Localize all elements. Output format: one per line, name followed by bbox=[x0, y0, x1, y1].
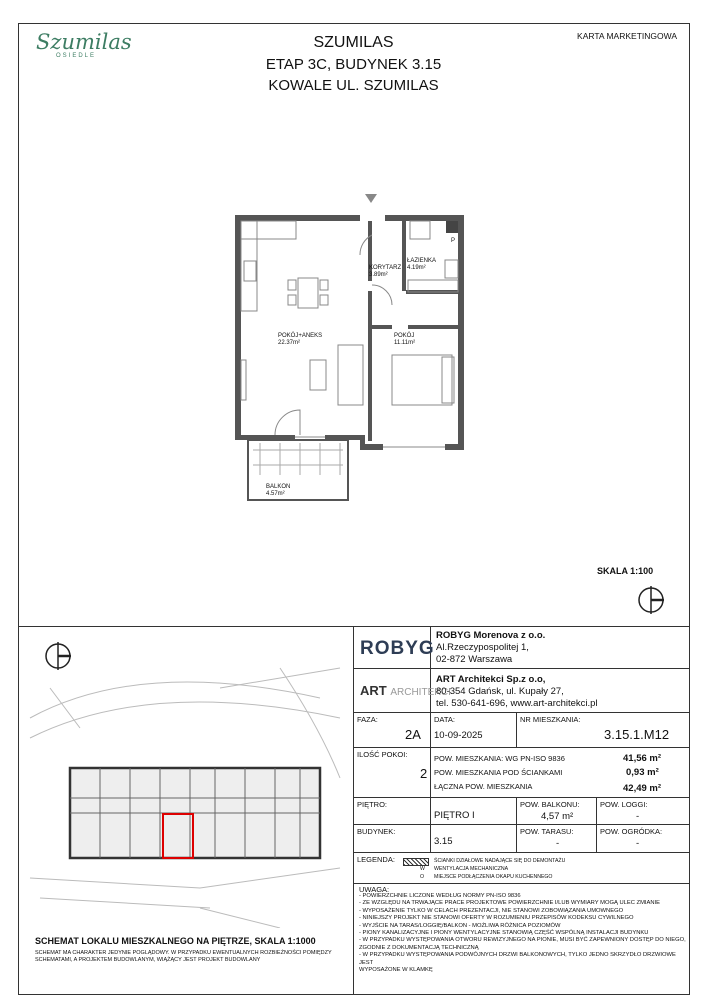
legend-item: WENTYLACJA MECHANICZNA bbox=[434, 866, 509, 872]
pietro-label: PIĘTRO: bbox=[357, 800, 388, 809]
pow1-value: 41,56 m² bbox=[623, 753, 662, 764]
room-p-label: P bbox=[451, 238, 456, 244]
room-balkon: BALKON 4.57m² bbox=[266, 484, 291, 497]
pow2-value: 0,93 m² bbox=[626, 767, 659, 778]
budynek-value: 3.15 bbox=[434, 836, 453, 847]
schemat-title: SCHEMAT LOKALU MIESZKALNEGO NA PIĘTRZE, SKALA 1:1000 bbox=[35, 936, 316, 946]
legend-item: MIEJSCE PODŁĄCZENIA OKAPU KUCHENNEGO bbox=[434, 874, 553, 880]
page-title: SZUMILAS bbox=[313, 34, 394, 51]
nr-label: NR MIESZKANIA: bbox=[520, 715, 581, 724]
ogrodek-label: POW. OGRÓDKA: bbox=[600, 827, 663, 836]
divider bbox=[516, 712, 517, 747]
divider bbox=[353, 747, 690, 748]
divider bbox=[353, 852, 690, 853]
divider bbox=[596, 797, 597, 852]
developer-info: ROBYG Morenova z o.o. Al.Rzeczypospolitej 1, 02-872 Warszawa bbox=[436, 630, 546, 665]
pow1-label: POW. MIESZKANIA: WG PN-ISO 9836 bbox=[434, 754, 565, 763]
divider bbox=[430, 712, 431, 852]
szumilas-logo: Szumilas bbox=[36, 30, 132, 54]
uwagi-list: - POWIERZCHNIE LICZONE WEDŁUG NORMY PN-ISO 9836 - ZE WZGLĘDU NA TRWAJĄCE PRACE PROJEKTOWE POWIERZCHNIE I/LUB WYMIARY MOGĄ ULEC ZMIANIE - WYPOSAŻENIE TYLKO W CELACH PREZENTACJI, NIE STANOWI ZOBOWIĄZANIA UMOWNEGO - NINIEJSZY PROJEKT NIE STANOWI OFERTY W ROZUMIENIU PRZEPISÓW KODEKSU CYWILNEGO - WYJŚCIE NA TARAS/LOGGIĘ/BALKON - MOŻLIWA RÓŻNICA POZIOMÓW - PIONY KANALIZACYJNE I PIONY WENTYLACYJNE STANOWIĄ CZĘŚĆ WSPÓLNĄ INSTALACJI BUDYNKU - W PRZYPADKU WYSTĘPOWANIA OTWORU REWIZYJNEGO NA PIONIE, MUSI BYĆ ZAPEWNIONY DOSTĘP DO NIEGO, ZGODNIE Z DOKUMENTACJĄ TECHNICZNĄ - W PRZYPADKU WYSTĘPOWANIA PODWÓJNYCH DRZWI BALKONOWYCH, TYLKO JEDNO SKRZYDŁO DRZWIOWE JEST WYPOSAŻONE W KLAMKĘ bbox=[359, 893, 686, 974]
legend-item: ŚCIANKI DZIAŁOWE NADAJĄCE SIĘ DO DEMONTAŻU bbox=[434, 858, 566, 864]
budynek-label: BUDYNEK: bbox=[357, 827, 396, 836]
north-arrow-icon bbox=[636, 585, 666, 615]
room-lazienka: ŁAZIENKA 4.19m² bbox=[407, 258, 437, 271]
north-arrow-icon bbox=[46, 642, 71, 670]
balkon-value: 4,57 m² bbox=[541, 811, 574, 822]
page-subtitle-address: KOWALE UL. SZUMILAS bbox=[268, 77, 439, 94]
data-label: DATA: bbox=[434, 715, 455, 724]
karta-label: KARTA MARKETINGOWA bbox=[577, 31, 677, 41]
faza-value: 2A bbox=[405, 727, 421, 742]
pokoje-label: ILOŚĆ POKOI: bbox=[357, 750, 408, 759]
legenda-label: LEGENDA: bbox=[357, 855, 395, 864]
legend-o-symbol: O bbox=[420, 874, 425, 880]
architect-info: ART Architekci Sp.z o.o, 80-354 Gdańsk, ul. Kupały 27, tel. 530-641-696, www.art-architekci.pl bbox=[436, 674, 598, 709]
room-korytarz: KORYTARZ 3.89m² bbox=[369, 265, 402, 278]
floor-plan bbox=[220, 185, 480, 515]
pow3-label: ŁĄCZNA POW. MIESZKANIA bbox=[434, 782, 533, 791]
demontaz-hatch-icon bbox=[403, 858, 429, 866]
faza-label: FAZA: bbox=[357, 715, 378, 724]
taras-value: - bbox=[556, 838, 560, 849]
data-value: 10-09-2025 bbox=[434, 730, 483, 741]
divider bbox=[353, 626, 354, 995]
uwagi-label: UWAGA: bbox=[359, 885, 390, 894]
page-subtitle-etap: ETAP 3C, BUDYNEK 3.15 bbox=[265, 56, 442, 73]
balkon-label: POW. BALKONU: bbox=[520, 800, 580, 809]
divider bbox=[516, 797, 517, 852]
pow3-value: 42,49 m² bbox=[623, 783, 662, 794]
divider bbox=[353, 668, 690, 669]
divider bbox=[353, 797, 690, 798]
pow2-label: POW. MIESZKANIA POD ŚCIANKAMI bbox=[434, 768, 563, 777]
legend-w-symbol: W bbox=[420, 866, 425, 872]
nr-value: 3.15.1.M12 bbox=[604, 727, 670, 742]
room-pokoj-aneks: POKÓJ+ANEKS 22.37m² bbox=[278, 333, 323, 346]
pokoje-value: 2 bbox=[420, 766, 428, 781]
site-scheme bbox=[20, 628, 352, 928]
entrance-arrow-icon bbox=[365, 194, 377, 203]
taras-label: POW. TARASU: bbox=[520, 827, 574, 836]
loggia-label: POW. LOGGI: bbox=[600, 800, 648, 809]
schemat-note: SCHEMAT MA CHARAKTER JEDYNIE POGLĄDOWY. W PRZYPADKU EWENTUALNYCH ROZBIEŻNOŚCI POMIĘDZY SCHEMATAMI, A PROJEKTEM BUDOWLANYM, WIĄŻĄCY JEST PROJEKT BUDOWLANY bbox=[35, 950, 332, 963]
szumilas-logo-sub: OSIEDLE bbox=[56, 53, 97, 59]
robyg-logo: ROBYG bbox=[360, 638, 435, 659]
loggia-value: - bbox=[636, 811, 640, 822]
ogrodek-value: - bbox=[636, 838, 640, 849]
scale-label: SKALA 1:100 bbox=[597, 566, 654, 576]
divider bbox=[353, 883, 690, 884]
divider bbox=[353, 712, 690, 713]
pietro-value: PIĘTRO I bbox=[434, 810, 475, 821]
room-pokoj: POKÓJ 11.11m² bbox=[394, 333, 416, 346]
divider bbox=[18, 626, 690, 627]
divider bbox=[353, 824, 690, 825]
art-logo: ART ARCHITEKCI bbox=[360, 683, 451, 698]
